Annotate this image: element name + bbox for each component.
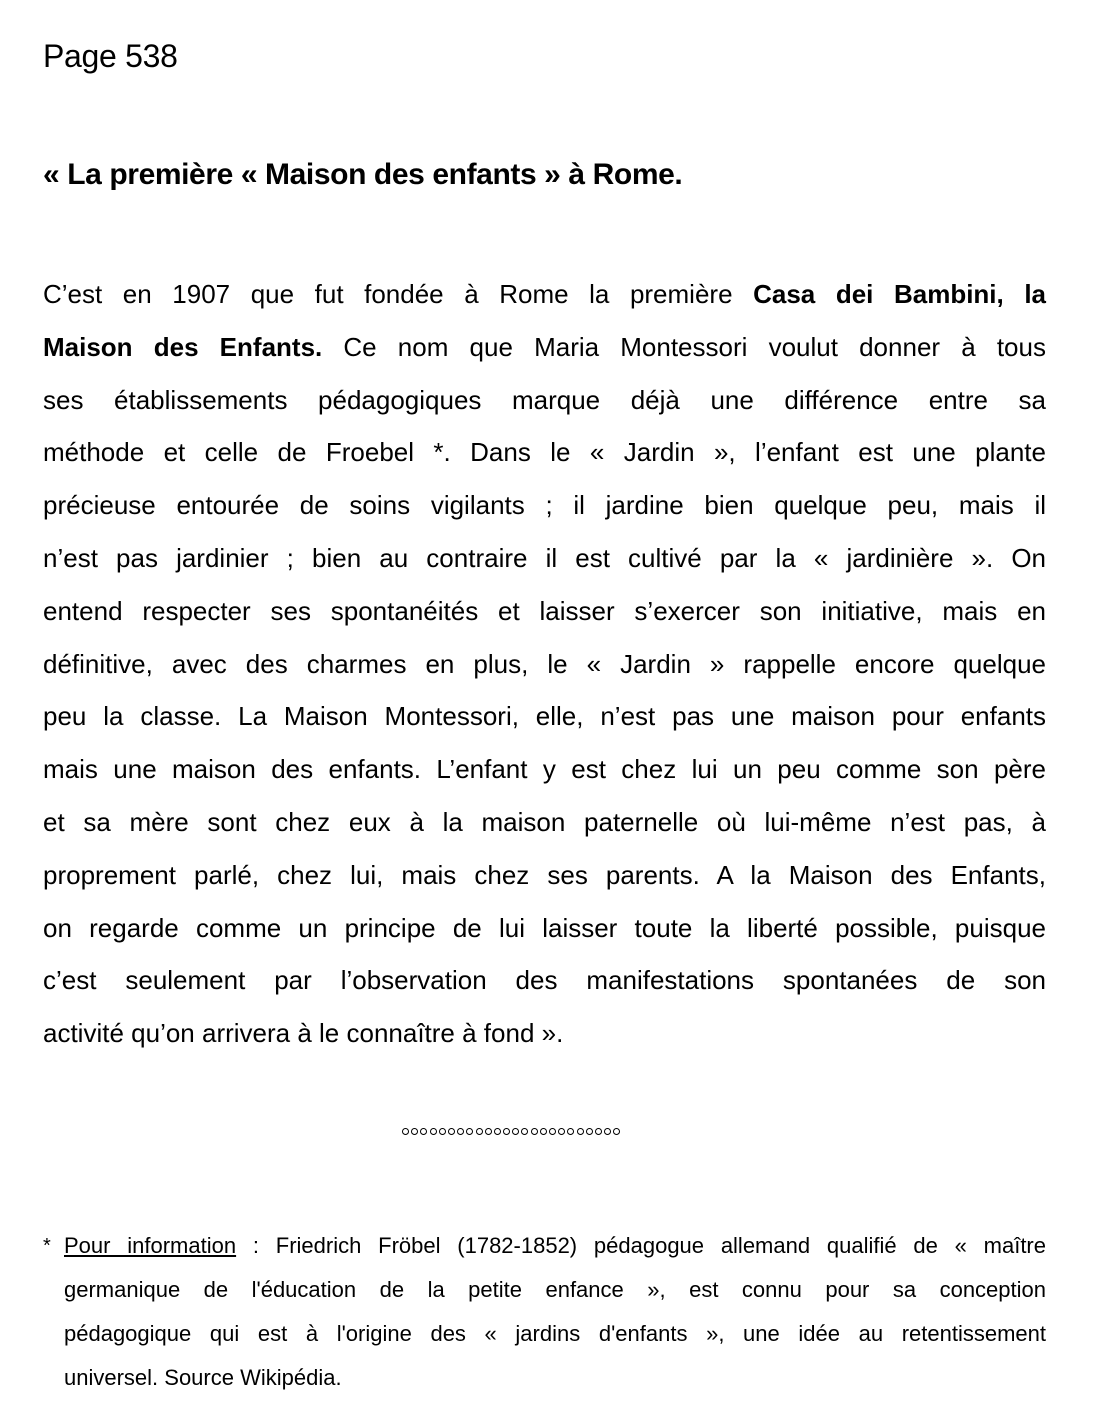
- body-line: précieuse entourée de soins vigilants ; il jardine bien quelque peu, mais il: [43, 490, 1046, 521]
- separator-circle-icon: [420, 1128, 427, 1135]
- body-line: mais une maison des enfants. L’enfant y est chez lui un peu comme son père: [43, 754, 1046, 785]
- separator-circle-icon: [540, 1128, 547, 1135]
- body-line: n’est pas jardinier ; bien au contraire il est cultivé par la « jardinière ». On: [43, 542, 1046, 573]
- separator-circle-icon: [430, 1128, 437, 1135]
- separator-circle-icon: [411, 1128, 418, 1135]
- page-number: Page 538: [43, 38, 178, 74]
- separator-circle-icon: [485, 1128, 492, 1135]
- separator-circle-icon: [549, 1128, 556, 1135]
- body-line: entend respecter ses spontanéités et laisser s’exercer son initiative, mais en: [43, 595, 1046, 626]
- separator-circle-icon: [586, 1128, 593, 1135]
- separator-circle-icon: [604, 1128, 611, 1135]
- separator-circle-icon: [466, 1128, 473, 1135]
- text-run: : Friedrich Fröbel (1782-1852) pédagogue allemand qualifié de « maître: [236, 1233, 1046, 1258]
- text-run: C’est en 1907 que fut fondée à Rome la première: [43, 279, 754, 309]
- separator-circle-icon: [503, 1128, 510, 1135]
- separator-circle-icon: [512, 1128, 519, 1135]
- body-paragraph: [43, 268, 1046, 1060]
- body-line: définitive, avec des charmes en plus, le « Jardin » rappelle encore quelque: [43, 648, 1046, 679]
- body-line: [43, 268, 1046, 321]
- separator-circle-icon: [476, 1128, 483, 1135]
- text-run: Ce nom que Maria Montessori voulut donner à tous: [322, 331, 1046, 362]
- separator-circle-icon: [577, 1128, 584, 1135]
- footnote-line: germanique de l'éducation de la petite enfance », est connu pour sa conception: [64, 1277, 1046, 1302]
- footnote-line: pédagogique qui est à l'origine des « jardins d'enfants », une idée au retentissement: [64, 1321, 1046, 1346]
- body-line: on regarde comme un principe de lui laisser toute la liberté possible, puisque: [43, 912, 1046, 943]
- footnote-marker: *: [43, 1235, 51, 1257]
- footnote-body: [64, 1224, 1046, 1400]
- separator-circle-icon: [521, 1128, 528, 1135]
- body-line: proprement parlé, chez lui, mais chez ses parents. A la Maison des Enfants,: [43, 859, 1046, 890]
- separator-circle-icon: [531, 1128, 538, 1135]
- body-line: ses établissements pédagogiques marque déjà une différence entre sa: [43, 384, 1046, 415]
- section-separator: [402, 1128, 623, 1135]
- separator-circle-icon: [494, 1128, 501, 1135]
- separator-circle-icon: [613, 1128, 620, 1135]
- separator-circle-icon: [402, 1128, 409, 1135]
- page-title: « La première « Maison des enfants » à Rome.: [43, 158, 683, 191]
- separator-circle-icon: [567, 1128, 574, 1135]
- separator-circle-icon: [448, 1128, 455, 1135]
- bold-text-run: Maison des Enfants.: [43, 331, 323, 362]
- footnote-line: [64, 1224, 1046, 1268]
- separator-circle-icon: [457, 1128, 464, 1135]
- body-line: méthode et celle de Froebel *. Dans le « Jardin », l’enfant est une plante: [43, 437, 1046, 468]
- body-line: peu la classe. La Maison Montessori, elle, n’est pas une maison pour enfants: [43, 701, 1046, 732]
- body-line: c’est seulement par l’observation des manifestations spontanées de son: [43, 965, 1046, 996]
- footnote-line: universel. Source Wikipédia.: [64, 1365, 342, 1390]
- separator-circle-icon: [595, 1128, 602, 1135]
- bold-text-run: Casa dei Bambini, la: [753, 279, 1046, 309]
- body-line: [43, 321, 1046, 374]
- footnote-label: Pour information: [64, 1233, 237, 1258]
- separator-circle-icon: [558, 1128, 565, 1135]
- body-line: activité qu’on arrivera à le connaître à fond ».: [43, 1018, 564, 1049]
- body-line: et sa mère sont chez eux à la maison paternelle où lui-même n’est pas, à: [43, 806, 1046, 837]
- separator-circle-icon: [439, 1128, 446, 1135]
